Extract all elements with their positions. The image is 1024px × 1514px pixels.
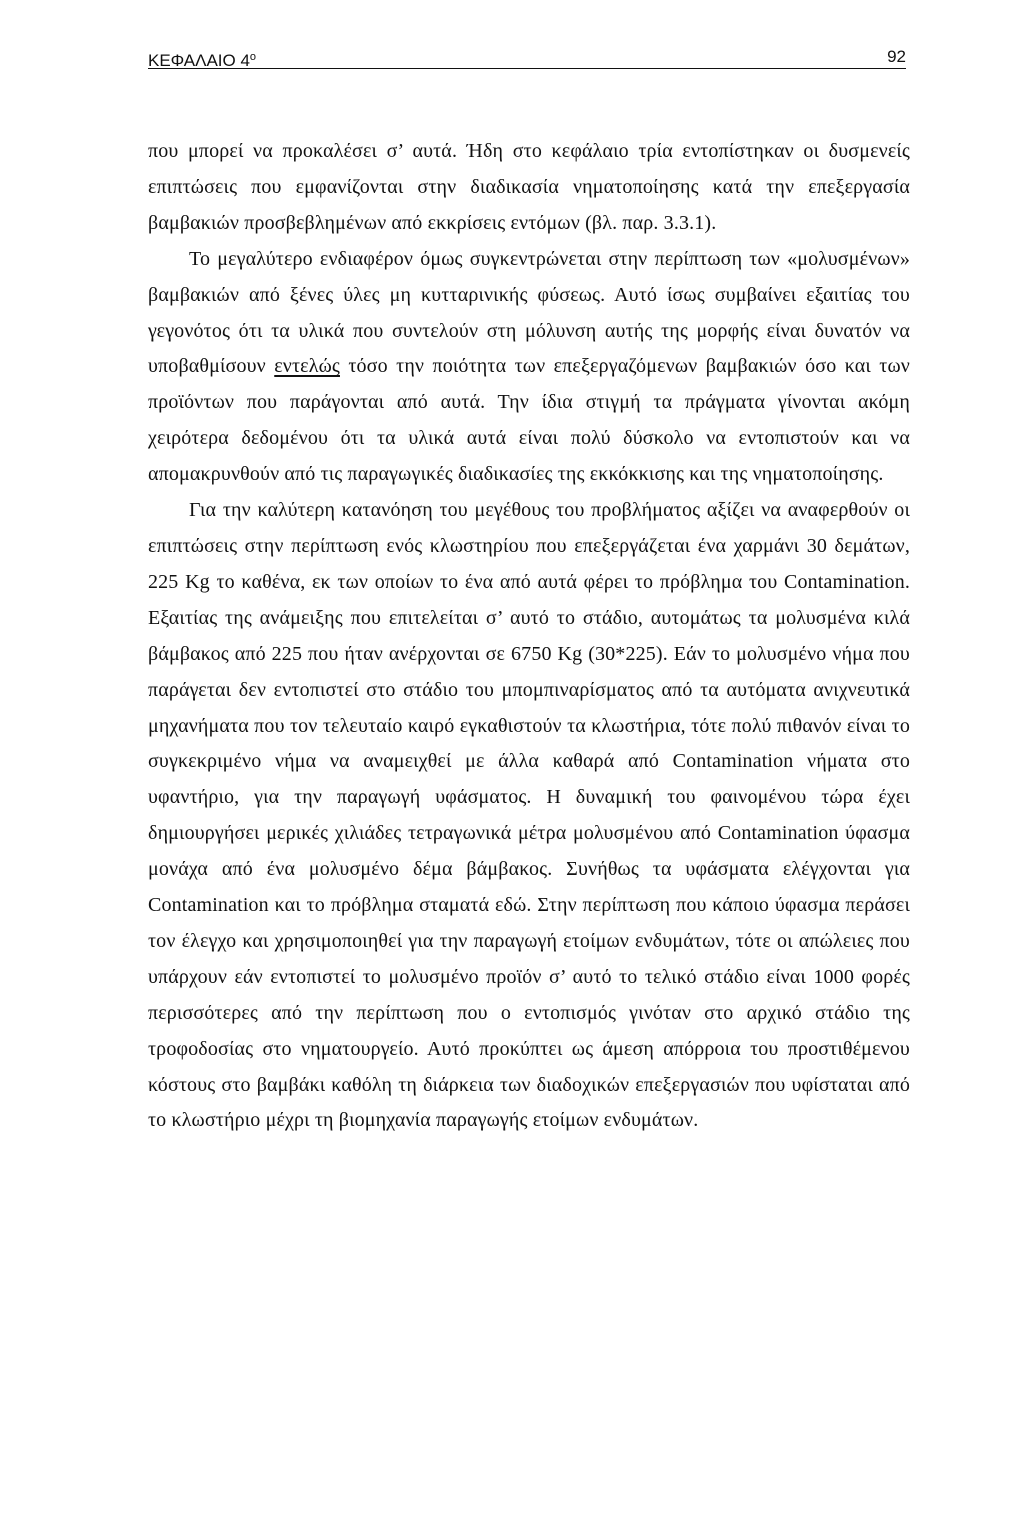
chapter-ordinal-superscript: ο bbox=[249, 51, 257, 63]
paragraph-2: Το μεγαλύτερο ενδιαφέρον όμως συγκεντρώνεται στην περίπτωση των «μολυσμένων» βαμβακιών από ξένες ύλες μη κυτταρινικής φύσεως. Αυτό ίσως συμβαίνει εξαιτίας του γεγονότος ότι τα υλικά που συντελούν στη μόλυνση αυτής της μορφής είναι δυνατόν να υποβαθμίσουν εντελώς τόσο την ποιότητα των επεξεργαζόμενων βαμβακιών όσο και των προϊόντων που παράγονται από αυτά. Την ίδια στιγμή τα πράγματα γίνονται ακόμη χειρότερα δεδομένου ότι τα υλικά αυτά είναι πολύ δύσκολο να εντοπιστούν και να απομακρυνθούν από τις παραγωγικές διαδικασίες της εκκόκκισης και της νηματοποίησης. bbox=[148, 247, 911, 486]
chapter-title: ΚΕΦΑΛΑΙΟ $4^o$ bbox=[148, 51, 257, 70]
underlined-word: εντελώς bbox=[274, 355, 340, 378]
body-text bbox=[148, 134, 910, 1139]
page-header bbox=[148, 44, 906, 69]
paragraph-3: Για την καλύτερη κατανόηση του μεγέθους του προβλήματος αξίζει να αναφερθούν οι επιπτώσεις στην περίπτωση ενός κλωστηρίου που επεξεργάζεται ένα χαρμάνι 30 δεμάτων, 225 Kg το καθένα, εκ των οποίων το ένα από αυτά φέρει το πρόβλημα του Contamination. Εξαιτίας της ανάμειξης που επιτελείται σ’ αυτό το στάδιο, αυτομάτως τα μολυσμένα κιλά βάμβακος από 225 που ήταν ανέρχονται σε 6750 Kg (30*225). Εάν το μολυσμένο νήμα που παράγεται δεν εντοπιστεί στο στάδιο του μπομπιναρίσματος από τα αυτόματα ανιχνευτικά μηχανήματα που τον τελευταίο καιρό εγκαθιστούν τα κλωστήρια, τότε πολύ πιθανόν είναι το συγκεκριμένο νήμα να αναμειχθεί με άλλα καθαρά από Contamination νήματα στο υφαντήριο, για την παραγωγή υφάσματος. Η δυναμική του φαινομένου τώρα έχει δημιουργήσει μερικές χιλιάδες τετραγωνικά μέτρα μολυσμένου από Contamination ύφασμα μονάχα από ένα μολυσμένο δέμα βάμβακος. Συνήθως τα υφάσματα ελέγχονται για Contamination και το πρόβλημα σταματά εδώ. Στην περίπτωση που κάποιο ύφασμα περάσει τον έλεγχο και χρησιμοποιηθεί για την παραγωγή ετοίμων ενδυμάτων, τότε οι απώλειες που υπάρχουν εάν εντοπιστεί το μολυσμένο προϊόν σ’ αυτό το τελικό στάδιο είναι 1000 φορές περισσότερες από την περίπτωση που ο εντοπισμός γινόταν στο αρχικό στάδιο της τροφοδοσίας στο νηματουργείο. Αυτό προκύπτει ως άμεση απόρροια του προστιθέμενου κόστους στο βαμβάκι καθόλη τη διάρκεια των διαδοχικών επεξεργασιών που υφίσταται από το κλωστήριο μέχρι τη βιομηχανία παραγωγής ετοίμων ενδυμάτων. bbox=[148, 499, 910, 1132]
page-number: 92 bbox=[887, 47, 906, 66]
paragraph-1: που μπορεί να προκαλέσει σ’ αυτά. Ήδη στο κεφάλαιο τρία εντοπίστηκαν οι δυσμενείς επιπτώσεις που εμφανίζονται στην διαδικασία νηματοποίησης κατά την επεξεργασία βαμβακιών προσβεβλημένων από εκκρίσεις εντόμων (βλ. παρ. 3.3.1). bbox=[148, 140, 910, 234]
